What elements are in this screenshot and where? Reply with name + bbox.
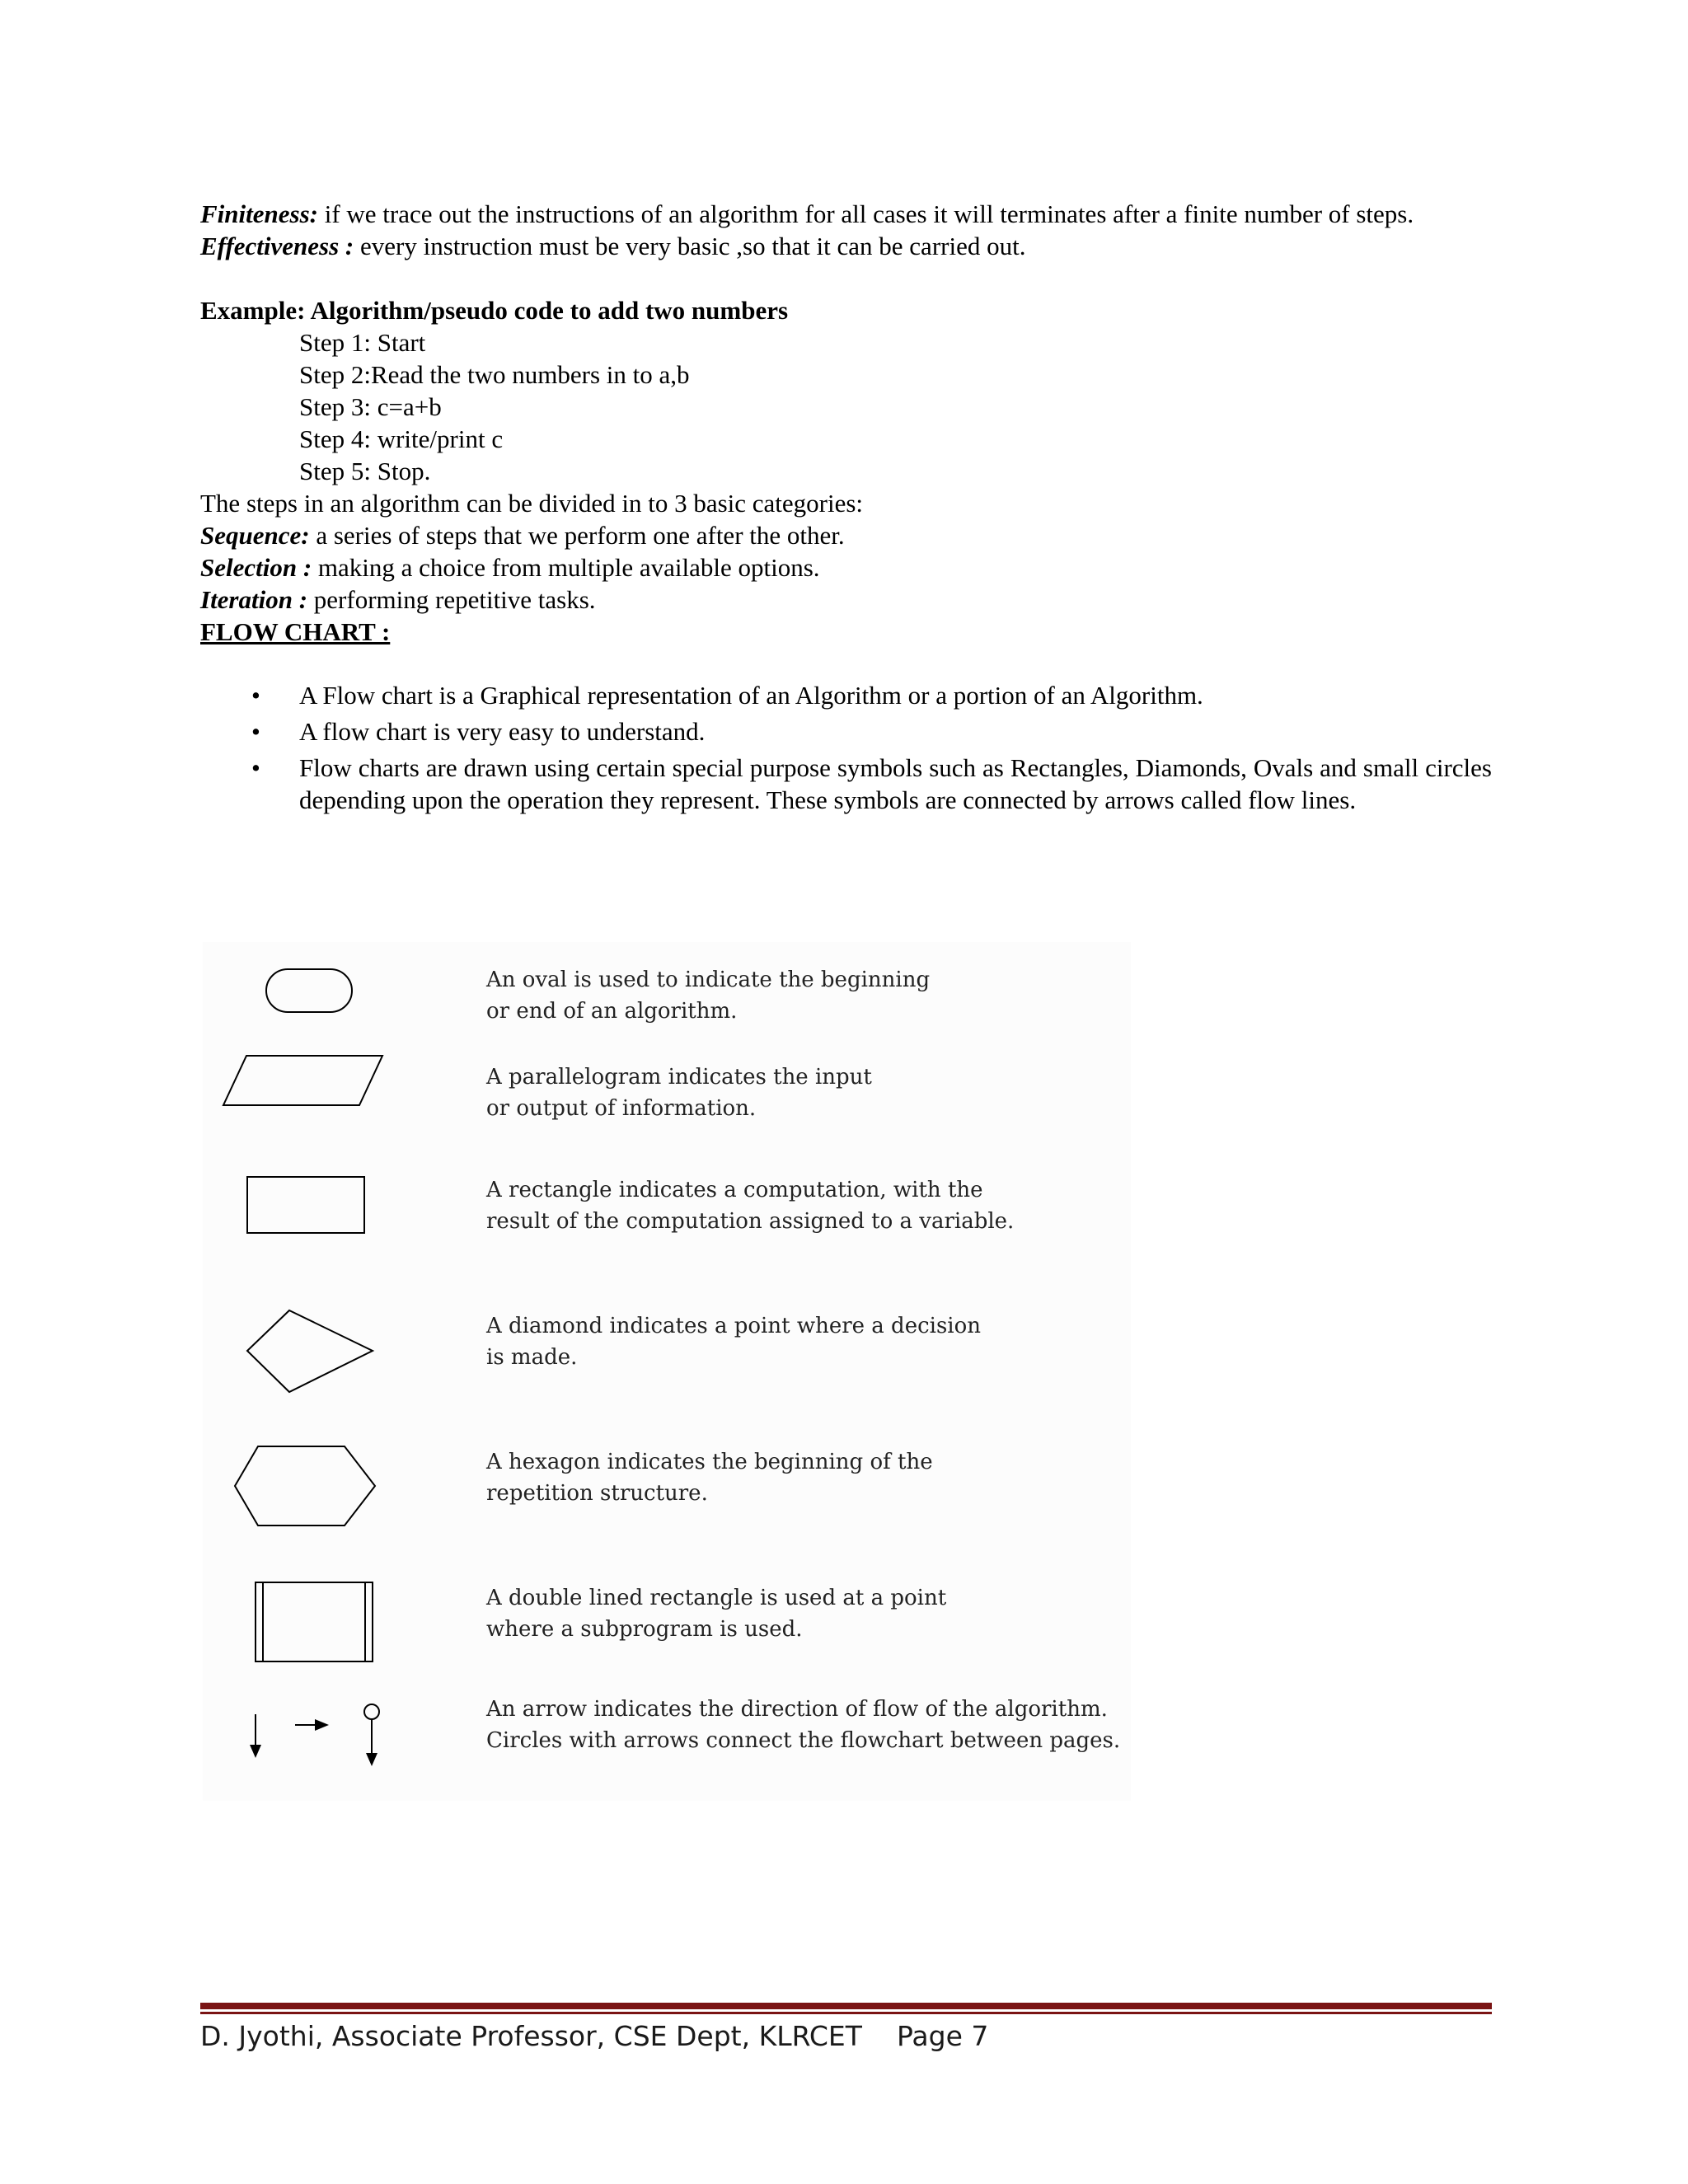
example-step: Step 2:Read the two numbers in to a,b: [299, 360, 690, 389]
symbol-row-arrows: [203, 1694, 1131, 1793]
symbol-line: A diamond indicates a point where a decision: [486, 1314, 982, 1338]
symbol-line: A hexagon indicates the beginning of the: [486, 1450, 933, 1474]
page-footer: [200, 2018, 989, 2055]
symbol-description: [486, 1446, 933, 1509]
footer-rule-thick: [200, 2003, 1492, 2009]
bullet-item: [200, 752, 1492, 816]
symbol-description: [486, 1310, 981, 1373]
category-text: performing repetitive tasks.: [307, 585, 596, 614]
spacer: [200, 262, 1492, 294]
symbol-line: or end of an algorithm.: [486, 999, 738, 1024]
example-heading: Example: Algorithm/pseudo code to add two numbers: [200, 296, 789, 325]
symbol-description: [486, 1694, 1120, 1756]
category-term: Sequence:: [200, 521, 310, 550]
symbol-row-hexagon: [203, 1432, 1131, 1531]
example-step: Step 1: Start: [299, 328, 426, 357]
diamond-icon: [203, 1296, 409, 1395]
symbol-row-oval: [203, 942, 1131, 1024]
symbol-line: A rectangle indicates a computation, with the: [486, 1178, 983, 1202]
category-text: making a choice from multiple available options.: [312, 553, 820, 582]
example-step: Step 3: c=a+b: [299, 392, 442, 421]
bullet-icon: •: [251, 753, 260, 782]
effectiveness-term: Effectiveness :: [200, 232, 354, 260]
symbol-line: repetition structure.: [486, 1481, 708, 1506]
category-iteration: [200, 583, 1492, 616]
flowchart-symbols-figure: [203, 942, 1131, 1801]
oval-icon: [203, 942, 368, 1024]
symbol-description: [486, 1062, 872, 1124]
symbol-line: An oval is used to indicate the beginning: [486, 968, 931, 992]
finiteness-text: if we trace out the instructions of an algorithm for all cases it will terminates after a finite number of steps.: [317, 199, 1414, 228]
effectiveness-text: every instruction must be very basic ,so that it can be carried out.: [354, 232, 1026, 260]
category-term: Selection :: [200, 553, 312, 582]
categories-intro: The steps in an algorithm can be divided in to 3 basic categories:: [200, 489, 864, 518]
category-selection: [200, 551, 1492, 583]
footer-rule-thin: [200, 2012, 1492, 2014]
example-step: Step 5: Stop.: [299, 457, 431, 485]
page-number: Page 7: [897, 2020, 989, 2052]
symbol-line: Circles with arrows connect the flowchart between pages.: [486, 1728, 1121, 1753]
bullet-text: A Flow chart is a Graphical representation of an Algorithm or a portion of an Algorithm.: [299, 681, 1203, 710]
symbol-row-rectangle: [203, 1160, 1131, 1251]
symbol-line: An arrow indicates the direction of flow of the algorithm.: [486, 1697, 1108, 1722]
finiteness-paragraph: [200, 198, 1492, 230]
bullet-item: [200, 679, 1492, 711]
category-sequence: [200, 519, 1492, 551]
symbol-row-double-rectangle: [203, 1568, 1131, 1667]
category-term: Iteration :: [200, 585, 308, 614]
symbol-line: A double lined rectangle is used at a point: [486, 1586, 947, 1610]
symbol-description: [486, 964, 930, 1027]
rectangle-icon: [203, 1160, 409, 1251]
bullet-text: A flow chart is very easy to understand.: [299, 717, 706, 746]
symbol-row-diamond: [203, 1296, 1131, 1395]
symbol-description: [486, 1582, 946, 1645]
bullet-text: Flow charts are drawn using certain special purpose symbols such as Rectangles, Diamonds, Ovals and small circles depending upon the operation they represent. These symbols are connected by arrows called flow lines.: [299, 753, 1492, 814]
footer-rule: [200, 2003, 1492, 2016]
symbol-description: [486, 1174, 1014, 1237]
symbol-line: or output of information.: [486, 1096, 757, 1121]
symbol-line: is made.: [486, 1345, 578, 1370]
effectiveness-paragraph: [200, 230, 1492, 262]
category-text: a series of steps that we perform one after the other.: [309, 521, 845, 550]
finiteness-term: Finiteness:: [200, 199, 318, 228]
symbol-line: where a subprogram is used.: [486, 1617, 803, 1642]
parallelogram-icon: [203, 1041, 409, 1123]
arrows-connector-icon: [203, 1694, 409, 1793]
symbol-row-parallelogram: [203, 1041, 1131, 1123]
symbol-line: A parallelogram indicates the input: [486, 1065, 872, 1090]
bullet-item: [200, 715, 1492, 748]
double-lined-rectangle-icon: [203, 1568, 409, 1667]
symbol-line: result of the computation assigned to a variable.: [486, 1209, 1015, 1234]
bullet-icon: •: [251, 717, 260, 746]
page-content: [200, 198, 1492, 820]
footer-author: D. Jyothi, Associate Professor, CSE Dept, KLRCET: [200, 2020, 862, 2052]
example-step: Step 4: write/print c: [299, 424, 504, 453]
hexagon-icon: [203, 1432, 409, 1531]
flowchart-heading: FLOW CHART :: [200, 617, 391, 646]
flowchart-bullet-list: [200, 679, 1492, 816]
bullet-icon: •: [251, 681, 260, 710]
